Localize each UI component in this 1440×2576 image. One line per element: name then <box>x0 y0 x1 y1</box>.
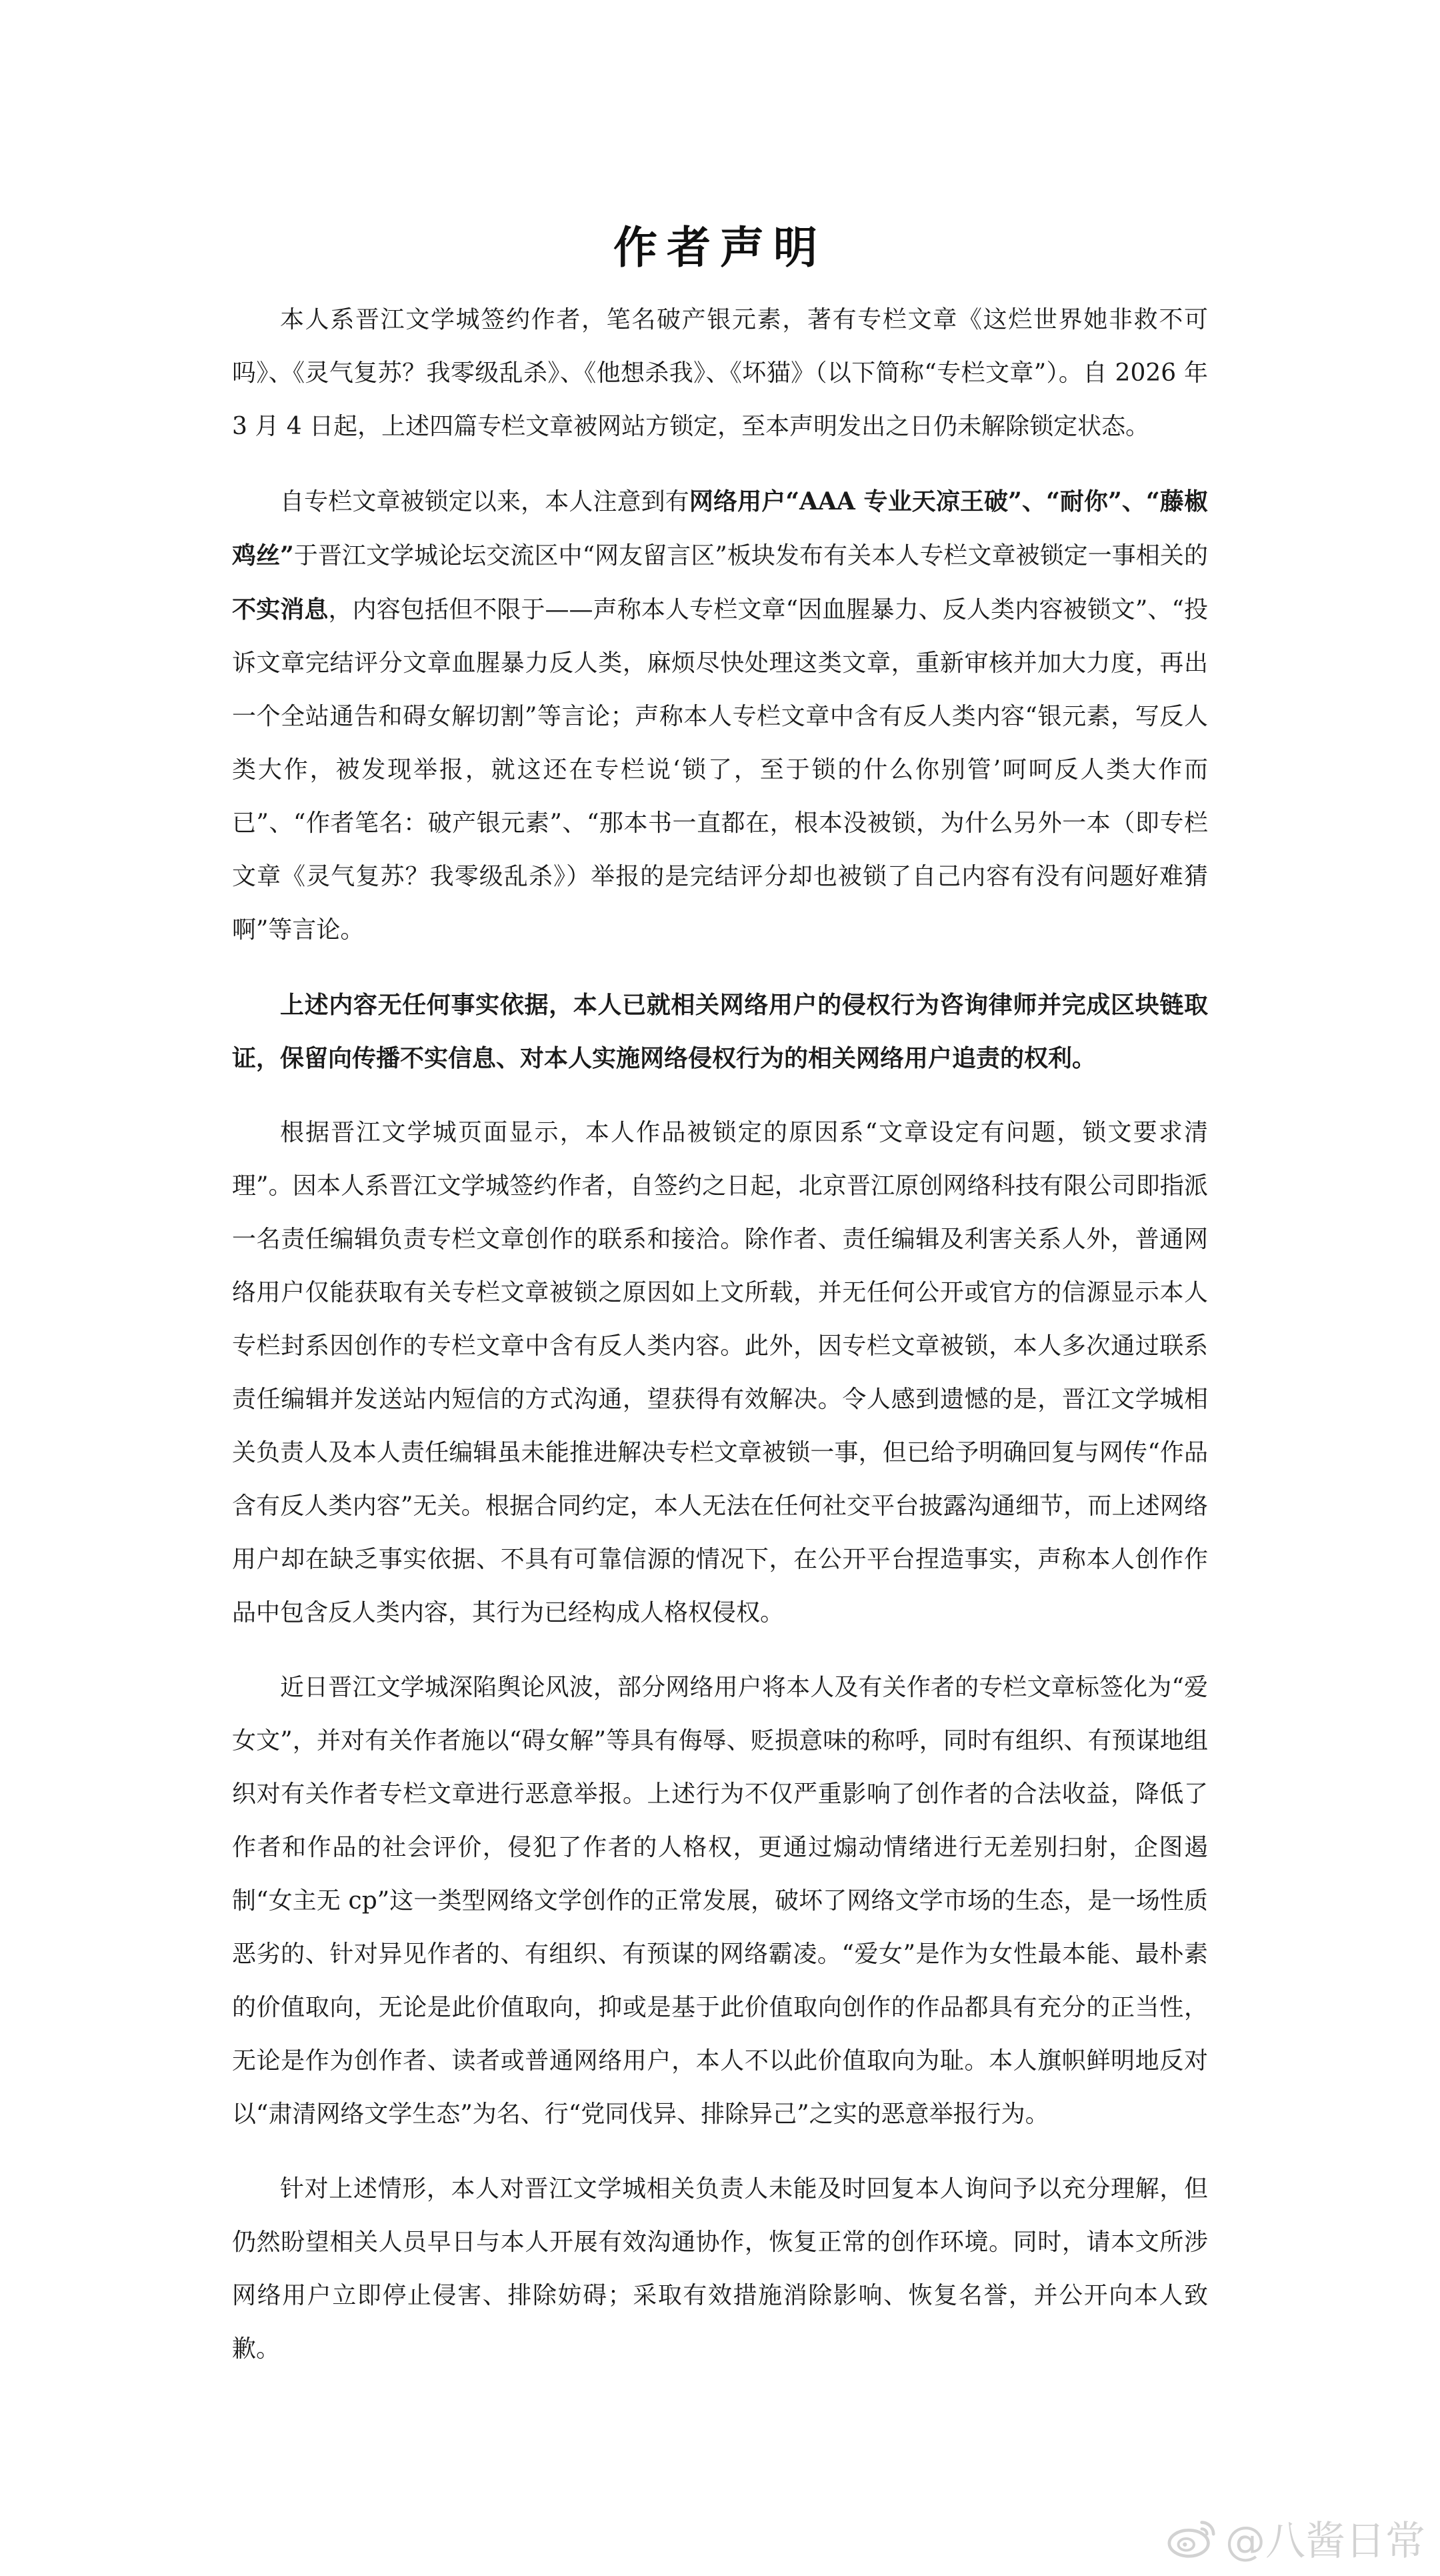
paragraph-2 <box>232 475 1208 957</box>
document-title: 作者声明 <box>613 222 827 273</box>
paragraph-2-text: 自专栏文章被锁定以来，本人注意到有 <box>280 488 689 515</box>
paragraph-2-text: 于晋江文学城论坛交流区中“网友留言区”板块发布有关本人专栏文章被锁定一事相关的 <box>293 542 1208 569</box>
paragraph-3-bold: 上述内容无任何事实依据，本人已就相关网络用户的侵权行为咨询律师并完成区块链取证，保留向传播不实信息、对本人实施网络侵权行为的相关网络用户追责的权利。 <box>232 991 1208 1072</box>
paragraph-5: 近日晋江文学城深陷舆论风波，部分网络用户将本人及有关作者的专栏文章标签化为“爱女文”，并对有关作者施以“碍女解”等具有侮辱、贬损意味的称呼，同时有组织、有预谋地组织对有关作者专栏文章进行恶意举报。上述行为不仅严重影响了创作者的合法收益，降低了作者和作品的社会评价，侵犯了作者的人格权，更通过煽动情绪进行无差别扫射，企图遏制“女主无 cp”这一类型网络文学创作的正常发展，破坏了网络文学市场的生态，是一场性质恶劣的、针对异见作者的、有组织、有预谋的网络霸凌。“爱女”是作为女性最本能、最朴素的价值取向，无论是此价值取向，抑或是基于此价值取向创作的作品都具有充分的正当性，无论是作为创作者、读者或普通网络用户，本人不以此价值取向为耻。本人旗帜鲜明地反对以“肃清网络文学生态”为名、行“党同伐异、排除异己”之实的恶意举报行为。 <box>232 1674 1208 2128</box>
weibo-logo-icon <box>1167 2517 1219 2559</box>
document-body <box>232 293 1208 2397</box>
watermark-text: @八酱日常 <box>1225 2518 1425 2565</box>
watermark <box>1167 2509 1425 2567</box>
paragraph-6: 针对上述情形，本人对晋江文学城相关负责人未能及时回复本人询问予以充分理解，但仍然盼望相关人员早日与本人开展有效沟通协作，恢复正常的创作环境。同时，请本文所涉网络用户立即停止侵害、排除妨碍；采取有效措施消除影响、恢复名誉，并公开向本人致歉。 <box>232 2175 1208 2363</box>
paragraph-4: 根据晋江文学城页面显示，本人作品被锁定的原因系“文章设定有问题，锁文要求清理”。因本人系晋江文学城签约作者，自签约之日起，北京晋江原创网络科技有限公司即指派一名责任编辑负责专栏文章创作的联系和接洽。除作者、责任编辑及利害关系人外，普通网络用户仅能获取有关专栏文章被锁之原因如上文所载，并无任何公开或官方的信源显示本人专栏封系因创作的专栏文章中含有反人类内容。此外，因专栏文章被锁，本人多次通过联系责任编辑并发送站内短信的方式沟通，望获得有效解决。令人感到遗憾的是，晋江文学城相关负责人及本人责任编辑虽未能推进解决专栏文章被锁一事，但已给予明确回复与网传“作品含有反人类内容”无关。根据合同约定，本人无法在任何社交平台披露沟通细节，而上述网络用户却在缺乏事实依据、不具有可靠信源的情况下，在公开平台捏造事实，声称本人创作作品中包含反人类内容，其行为已经构成人格权侵权。 <box>232 1119 1208 1626</box>
paragraph-2-text: ，内容包括但不限于——声称本人专栏文章“因血腥暴力、反人类内容被锁文”、“投诉文章完结评分文章血腥暴力反人类，麻烦尽快处理这类文章，重新审核并加大力度，再出一个全站通告和碍女解切割”等言论；声称本人专栏文章中含有反人类内容“银元素，写反人类大作，被发现举报，就这还在专栏说‘锁了，至于锁的什么你别管’呵呵反人类大作而已”、“作者笔名：破产银元素”、“那本书一直都在，根本没被锁，为什么另外一本（即专栏文章《灵气复苏？我零级乱杀》）举报的是完结评分却也被锁了自己内容有没有问题好难猜啊”等言论。 <box>232 596 1208 944</box>
false-info-bold: 不实消息 <box>232 595 329 623</box>
named-users-bold: 网络用户“AAA 专业天凉王破”、“耐你”、“藤椒鸡丝” <box>232 487 1208 569</box>
paragraph-1: 本人系晋江文学城签约作者，笔名破产银元素，著有专栏文章《这烂世界她非救不可吗》、《灵气复苏？我零级乱杀》、《他想杀我》、《坏猫》（以下简称“专栏文章”）。自 2026 年 3 月 4 日起，上述四篇专栏文章被网站方锁定，至本声明发出之日仍未解除锁定状态。 <box>232 306 1208 440</box>
